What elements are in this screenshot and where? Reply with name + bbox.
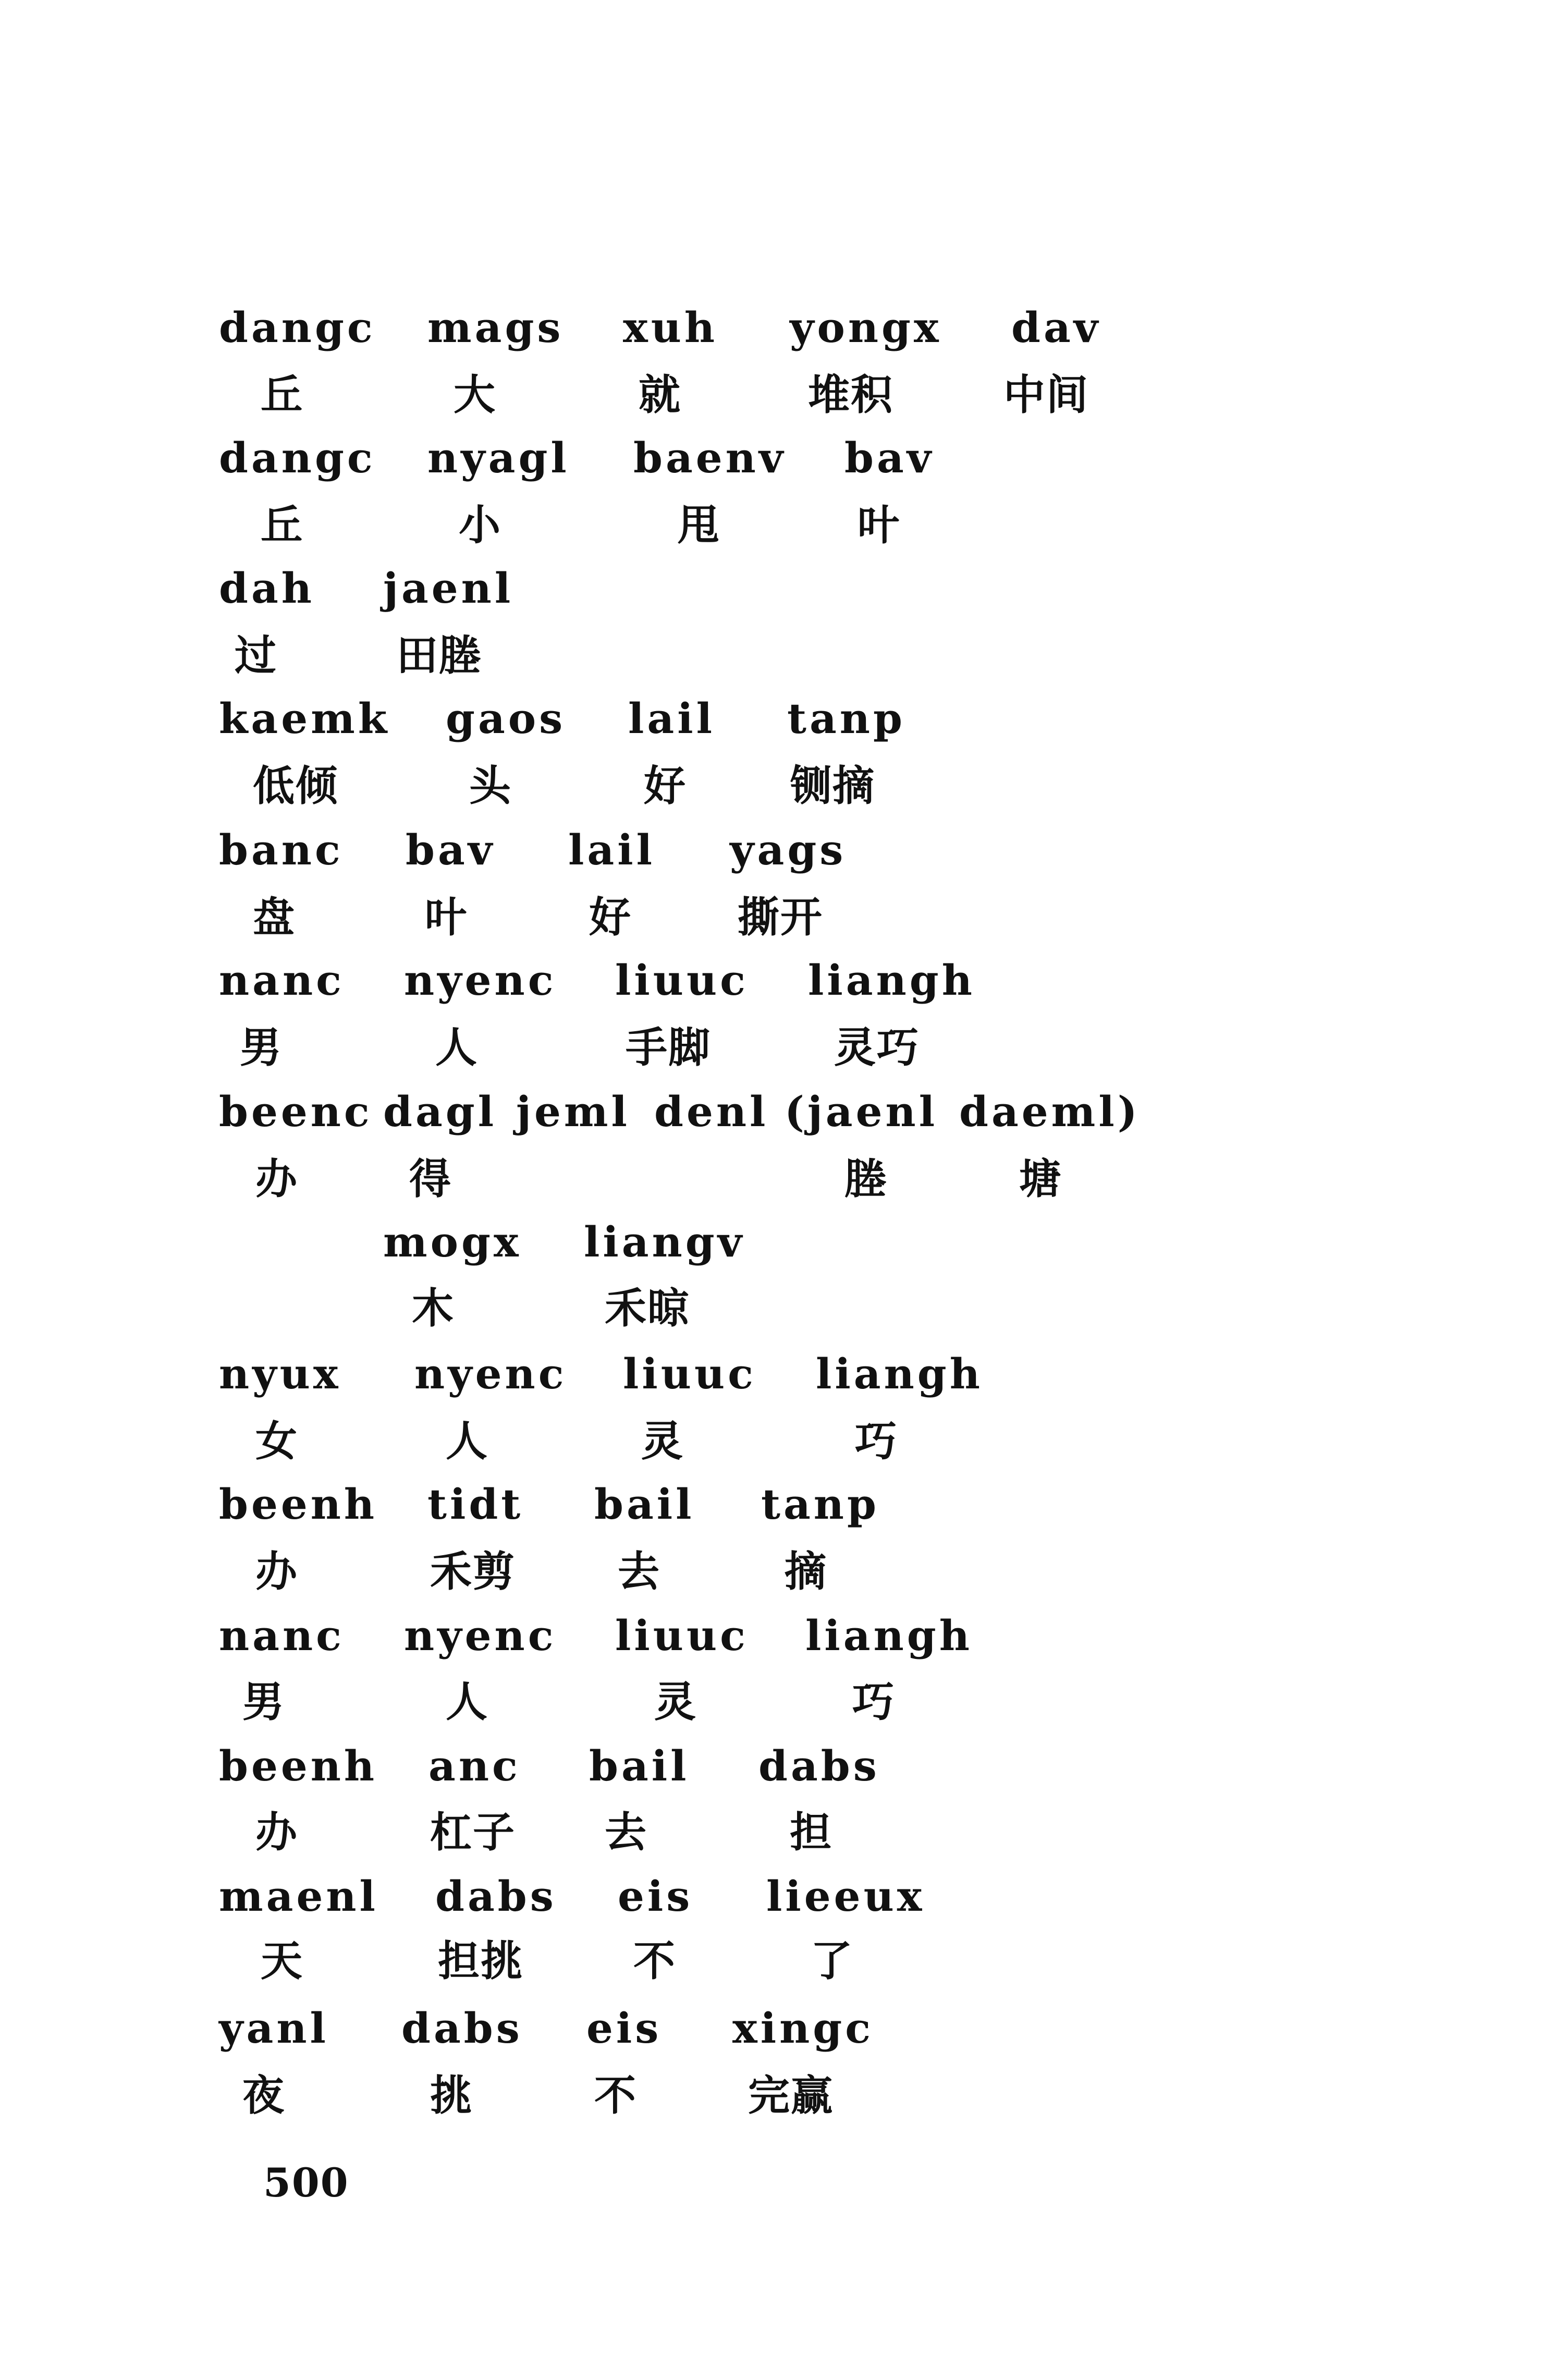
romanized-word: nyenc (404, 1611, 557, 1660)
romanized-line (0, 1741, 1543, 1813)
gloss-word: 女 (255, 1417, 298, 1466)
gloss-word: 灵 (641, 1417, 684, 1466)
chinese-gloss-line (0, 1547, 1543, 1619)
romanized-word: kaemk (219, 694, 390, 743)
gloss-word: 手脚 (626, 1023, 711, 1072)
romanized-line (0, 2004, 1543, 2075)
romanized-word: baenv (633, 433, 787, 482)
romanized-word: lieeux (766, 1872, 925, 1921)
romanized-word: gaos (446, 694, 566, 743)
gloss-word: 不 (594, 2071, 637, 2120)
gloss-word: 好 (644, 762, 687, 810)
gloss-word: 灵 (654, 1678, 697, 1726)
romanized-line (0, 1611, 1543, 1682)
romanized-word: tanp (787, 694, 905, 743)
romanized-line (0, 825, 1543, 897)
romanized-word: liuuc (615, 1611, 749, 1660)
romanized-line (0, 1087, 1543, 1158)
page-number: 500 (263, 2159, 349, 2206)
gloss-word: 禾晾 (605, 1284, 690, 1333)
romanized-word: denl (654, 1087, 769, 1136)
gloss-word: 完赢 (748, 2071, 834, 2120)
romanized-line (0, 956, 1543, 1027)
romanized-word: dav (1011, 303, 1101, 352)
chinese-gloss-line (0, 893, 1543, 965)
gloss-word: 摘 (785, 1547, 827, 1596)
chinese-gloss-line (0, 1937, 1543, 2008)
romanized-word: beenh (219, 1480, 378, 1529)
romanized-word: liuuc (623, 1349, 756, 1398)
chinese-gloss-line (0, 371, 1543, 442)
romanized-line (0, 1349, 1543, 1421)
gloss-word: 不 (633, 1937, 676, 1985)
romanized-word: mags (427, 303, 564, 352)
romanized-word: beenc (219, 1087, 373, 1136)
romanized-word: liangh (808, 956, 975, 1005)
romanized-word: nyux (219, 1349, 341, 1398)
romanized-word: dabs (401, 2004, 523, 2053)
gloss-word: 人 (446, 1417, 488, 1466)
romanized-word: tanp (761, 1480, 879, 1529)
romanized-word: tidt (427, 1480, 524, 1529)
romanized-line (0, 694, 1543, 765)
romanized-line (0, 1872, 1543, 1943)
gloss-word: 丘 (261, 371, 303, 419)
romanized-line (0, 564, 1543, 635)
chinese-gloss-line (0, 1808, 1543, 1879)
romanized-line (0, 1480, 1543, 1551)
romanized-word: dagl (383, 1087, 497, 1136)
gloss-word: 中间 (1003, 371, 1089, 419)
chinese-gloss-line (0, 501, 1543, 572)
gloss-word: 挑 (430, 2071, 473, 2120)
gloss-word: 巧 (855, 1417, 898, 1466)
gloss-word: 大 (454, 371, 496, 419)
romanized-word: nanc (219, 1611, 345, 1660)
romanized-line (0, 303, 1543, 374)
romanized-word: eis (586, 2004, 662, 2053)
gloss-word: 办 (255, 1547, 298, 1596)
romanized-word: lail (628, 694, 716, 743)
romanized-word: anc (428, 1741, 521, 1790)
romanized-word: liangv (584, 1217, 745, 1266)
romanized-word: bail (589, 1741, 690, 1790)
romanized-word: maenl (219, 1872, 378, 1921)
romanized-word: nyenc (414, 1349, 567, 1398)
romanized-word: mogx (383, 1217, 522, 1266)
gloss-word: 丘 (261, 501, 303, 550)
romanized-word: dangc (219, 433, 376, 482)
romanized-word: liuuc (615, 956, 749, 1005)
romanized-word: dabs (758, 1741, 880, 1790)
gloss-word: 人 (446, 1678, 488, 1726)
romanized-word: bav (406, 825, 496, 874)
romanized-word: yags (730, 825, 847, 874)
chinese-gloss-line (0, 1023, 1543, 1095)
gloss-word: 了 (811, 1937, 853, 1985)
romanized-word: banc (219, 825, 344, 874)
romanized-word: xingc (732, 2004, 874, 2053)
romanized-word: jaenl (383, 564, 514, 613)
gloss-word: 叶 (858, 501, 900, 550)
gloss-word: 担挑 (438, 1937, 523, 1985)
romanized-word: (jaenl (785, 1087, 938, 1136)
gloss-word: 巧 (852, 1678, 895, 1726)
gloss-word: 塍 (844, 1155, 887, 1203)
gloss-word: 杠子 (430, 1808, 516, 1857)
gloss-word: 甩 (678, 501, 720, 550)
gloss-word: 担 (790, 1808, 832, 1857)
romanized-word: liangh (816, 1349, 983, 1398)
chinese-gloss-line (0, 1417, 1543, 1488)
gloss-word: 小 (459, 501, 501, 550)
gloss-word: 塘 (1019, 1155, 1062, 1203)
gloss-word: 去 (605, 1808, 647, 1857)
gloss-word: 撕开 (738, 893, 823, 942)
gloss-word: 天 (261, 1937, 303, 1985)
gloss-word: 办 (255, 1155, 298, 1203)
chinese-gloss-line (0, 2071, 1543, 2143)
gloss-word: 得 (409, 1155, 452, 1203)
romanized-word: nyenc (404, 956, 557, 1005)
gloss-word: 低倾 (253, 762, 338, 810)
romanized-word: yanl (219, 2004, 329, 2053)
romanized-word: bav (844, 433, 935, 482)
gloss-word: 办 (255, 1808, 298, 1857)
romanized-word: dabs (435, 1872, 557, 1921)
gloss-word: 好 (589, 893, 632, 942)
romanized-word: eis (618, 1872, 693, 1921)
romanized-word: nanc (219, 956, 345, 1005)
romanized-word: dah (219, 564, 315, 613)
gloss-word: 过 (235, 631, 277, 680)
romanized-line (0, 1217, 1543, 1289)
romanized-word: daeml) (959, 1087, 1141, 1136)
romanized-line (0, 433, 1543, 505)
chinese-gloss-line (0, 631, 1543, 703)
romanized-word: nyagl (427, 433, 570, 482)
romanized-word: liangh (805, 1611, 973, 1660)
gloss-word: 堆积 (808, 371, 893, 419)
chinese-gloss-line (0, 1678, 1543, 1749)
gloss-word: 夜 (242, 2071, 285, 2120)
gloss-word: 灵巧 (834, 1023, 920, 1072)
gloss-word: 铡摘 (790, 762, 875, 810)
gloss-word: 人 (435, 1023, 478, 1072)
gloss-word: 盘 (253, 893, 296, 942)
gloss-word: 头 (469, 762, 512, 810)
romanized-word: jeml (516, 1087, 630, 1136)
gloss-word: 去 (618, 1547, 660, 1596)
romanized-word: dangc (219, 303, 376, 352)
gloss-word: 木 (412, 1284, 455, 1333)
romanized-word: xuh (623, 303, 718, 352)
chinese-gloss-line (0, 762, 1543, 833)
gloss-word: 男 (242, 1678, 285, 1726)
gloss-word: 就 (639, 371, 681, 419)
gloss-word: 男 (240, 1023, 283, 1072)
chinese-gloss-line (0, 1155, 1543, 1226)
romanized-word: bail (594, 1480, 695, 1529)
romanized-word: lail (568, 825, 656, 874)
romanized-word: beenh (219, 1741, 378, 1790)
chinese-gloss-line (0, 1284, 1543, 1356)
gloss-word: 叶 (425, 893, 468, 942)
gloss-word: 田塍 (396, 631, 482, 680)
gloss-word: 禾剪 (430, 1547, 516, 1596)
romanized-word: yongx (790, 303, 942, 352)
